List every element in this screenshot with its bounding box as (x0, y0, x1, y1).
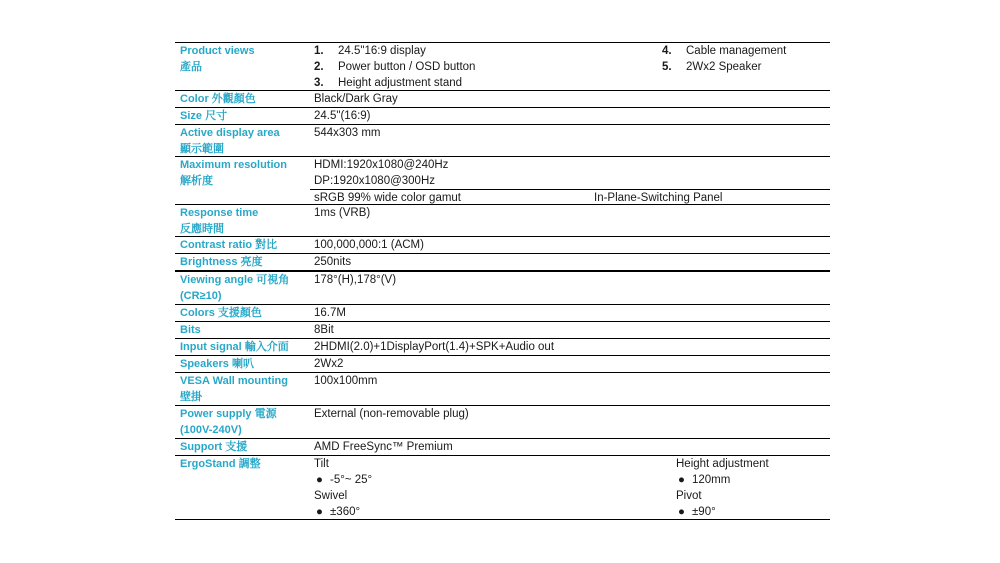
product-view-item: Power button / OSD button (338, 61, 476, 73)
row-product-views (175, 43, 830, 91)
row-viewing-angle: Viewing angle 可視角 (CR≥10) 178°(H),178°(V) (175, 272, 830, 305)
row-speakers: Speakers 喇叭 2Wx2 (175, 356, 830, 373)
bullet-icon: ● (678, 506, 685, 518)
row-input-signal: Input signal 輸入介面 2HDMI(2.0)+1DisplayPort(1.4)+SPK+Audio out (175, 339, 830, 356)
row-contrast: Contrast ratio 對比 100,000,000:1 (ACM) (175, 237, 830, 254)
row-size: Size 尺寸 24.5"(16:9) (175, 108, 830, 125)
row-brightness: Brightness 亮度 250nits (175, 254, 830, 272)
product-view-item: Height adjustment stand (338, 77, 463, 89)
label-product-views: Product views 產品 (180, 45, 255, 73)
row-support: Support 支援 AMD FreeSync™ Premium (175, 439, 830, 456)
row-active-area: Active display area 顯示範圍 544x303 mm (175, 125, 830, 157)
row-vesa: VESA Wall mounting 壁掛 100x100mm (175, 373, 830, 406)
row-response: Response time 反應時間 1ms (VRB) (175, 205, 830, 237)
product-views-right: 4. Cable management 5. 2Wx2 Speaker (662, 45, 787, 73)
row-color: Color 外觀顏色 Black/Dark Gray (175, 91, 830, 108)
product-view-item: Cable management (686, 45, 787, 57)
bullet-icon: ● (316, 474, 323, 486)
product-view-item: 2Wx2 Speaker (686, 61, 762, 73)
row-colors: Colors 支援顏色 16.7M (175, 305, 830, 322)
row-max-resolution: Maximum resolution 解析度 HDMI:1920x1080@240Hz DP:1920x1080@300Hz sRGB 99% wide color gamut In-Plane-Switching Panel (175, 157, 830, 205)
spec-sheet (175, 42, 830, 520)
ergostand-left: Tilt ● -5°~ 25° Swivel ● ±360° (314, 458, 373, 518)
product-views-left: 1. 24.5"16:9 display 2. Power button / OSD button 3. Height adjustment stand (314, 45, 476, 89)
ergostand-right: Height adjustment ● 120mm Pivot ● ±90° (676, 458, 769, 518)
row-ergostand: ErgoStand 調整 Tilt ● -5°~ 25° Swivel ● ±360° Height adjustment ● 120mm Pivot ● ±90° (175, 456, 830, 520)
product-view-item: 24.5"16:9 display (338, 45, 426, 57)
row-bits: Bits 8Bit (175, 322, 830, 339)
row-power-supply: Power supply 電源 (100V-240V) External (non-removable plug) (175, 406, 830, 439)
bullet-icon: ● (316, 506, 323, 518)
bullet-icon: ● (678, 474, 685, 486)
